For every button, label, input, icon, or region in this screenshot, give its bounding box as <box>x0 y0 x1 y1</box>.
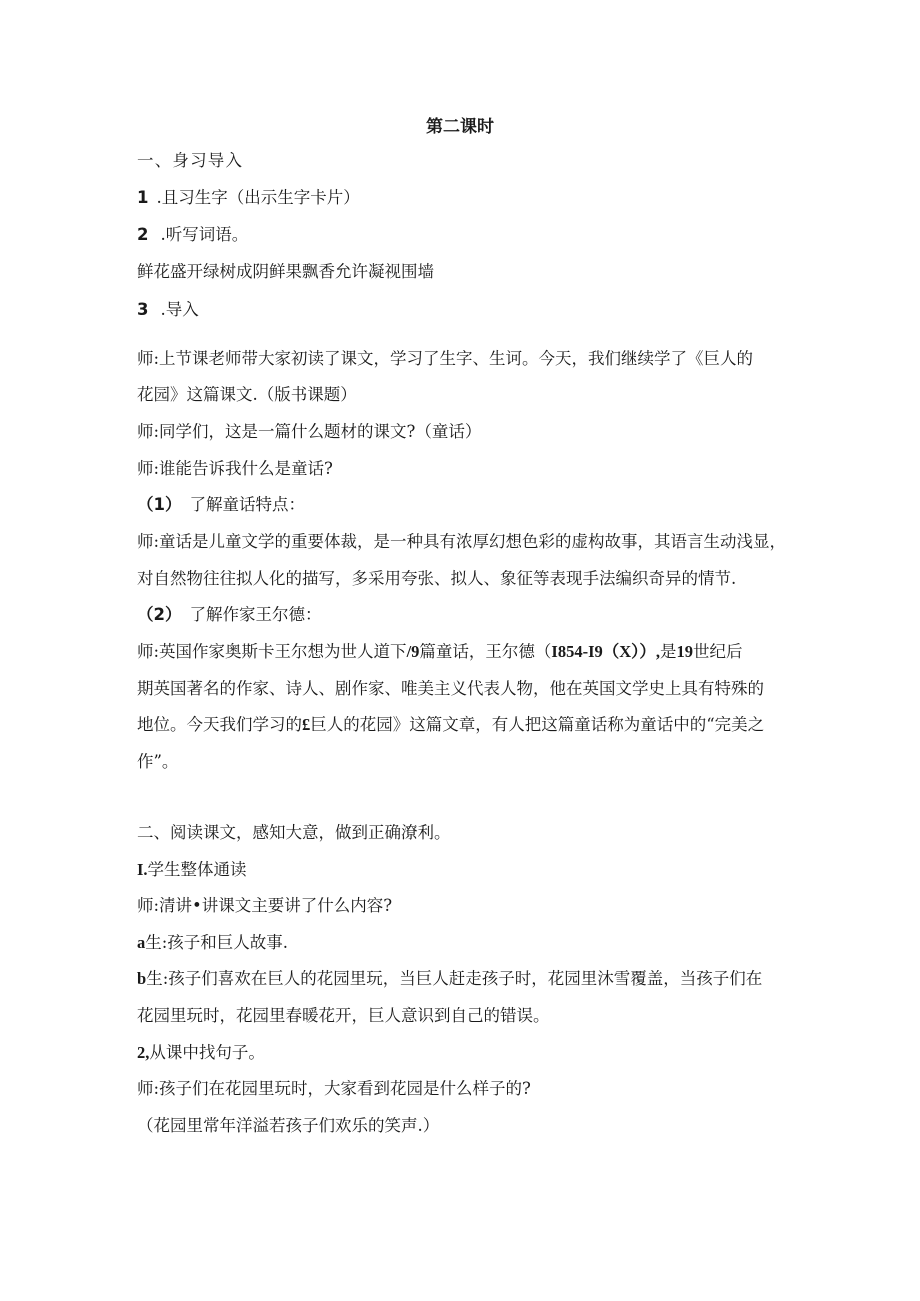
text-span: /9 <box>406 642 420 661</box>
list-text: .且习生字（出示生字卡片） <box>156 188 360 207</box>
answer-a <box>137 933 288 953</box>
text-span: 世纪后 <box>693 642 743 661</box>
paragraph-line: 对自然物往往拟人化的描写，多采用夸张、拟人、象征等表现手法编织奇异的情节. <box>137 569 737 588</box>
list-item-2 <box>137 1043 265 1063</box>
paragraph-line <box>137 642 743 662</box>
paragraph-line: 师:孩子们在花园里玩时，大家看到花园是什么样子的? <box>137 1079 531 1098</box>
text-span: 是 <box>660 642 677 661</box>
answer-text: 生:孩子和巨人故事. <box>145 933 289 952</box>
paragraph-line: 师:童话是儿童文学的重要体裁，是一种具有浓厚幻想色彩的虚构故事，其语言生动浅显， <box>137 532 787 551</box>
sub-number: （2） <box>137 605 182 624</box>
list-number: 1 <box>137 188 149 207</box>
list-text: 从课中找句子。 <box>149 1043 265 1062</box>
text-span: 地位。今天我们学习的 <box>137 715 302 734</box>
paragraph-line: 作”。 <box>137 752 179 771</box>
sub-text: 了解童话特点： <box>189 495 305 514</box>
paragraph-line: 花园里玩时，花园里春暖花开，巨人意识到自己的错误。 <box>137 1006 550 1025</box>
word-list: 鲜花盛开绿树成阴鲜果飘香允许凝视围墙 <box>137 262 434 281</box>
list-number: I. <box>137 860 148 879</box>
paragraph-line <box>137 715 764 735</box>
sub-item-1 <box>137 495 305 515</box>
section-heading-1: 一、身习导入 <box>137 151 244 170</box>
paragraph-line: 师:清讲•讲课文主要讲了什么内容? <box>137 896 393 915</box>
list-text: .听写词语。 <box>160 225 249 244</box>
answer-text: 生:孩子们喜欢在巨人的花园里玩，当巨人赶走孩子时，花园里沐雪覆盖，当孩子们在 <box>146 969 763 988</box>
list-number: 2, <box>137 1043 150 1062</box>
paragraph-line: 师:上节课老师带大家初读了课文，学习了生字、生诃。今天，我们继续学了《巨人的 <box>137 349 754 368</box>
text-span: 19 <box>676 642 694 661</box>
list-text: 学生整体通读 <box>147 860 247 879</box>
answer-label: a <box>137 933 146 952</box>
text-span: 师:英国作家奥斯卡王尔想为世人道下 <box>137 642 407 661</box>
sub-text: 了解作家王尔德： <box>189 605 322 624</box>
page-title: 第二课时 <box>426 117 494 137</box>
list-item-1 <box>137 860 247 880</box>
list-number: 3 <box>137 300 149 319</box>
answer-b <box>137 969 762 989</box>
list-text: .导入 <box>160 300 199 319</box>
sub-item-2 <box>137 605 321 625</box>
paragraph-line: （花园里常年洋溢若孩子们欢乐的笑声.） <box>137 1116 440 1135</box>
section-heading-2: 二、阅读课文，感知大意，做到正确潦利。 <box>137 823 451 842</box>
list-number: 2 <box>137 225 149 244</box>
text-span: 篇童话，王尔德（ <box>419 642 552 661</box>
text-span: I854-I9（X））, <box>551 642 661 661</box>
paragraph-line: 花园》这篇课文.（版书课题） <box>137 385 357 404</box>
text-span: £ <box>302 715 311 734</box>
paragraph-line: 师:谁能告诉我什么是童话? <box>137 459 333 478</box>
paragraph-line: 师:同学们，这是一篇什么题材的课文?（童话） <box>137 422 482 441</box>
list-item-2 <box>137 225 248 245</box>
answer-label: b <box>137 969 147 988</box>
list-item-1 <box>137 188 360 208</box>
text-span: 巨人的花园》这篇文章，有人把这篇童话称为童话中的“完美之 <box>310 715 765 734</box>
list-item-3 <box>137 300 199 320</box>
paragraph-line: 期英国著名的作家、诗人、剧作家、唯美主义代表人物，他在英国文学史上具有特殊的 <box>137 679 764 698</box>
sub-number: （1） <box>137 495 182 514</box>
